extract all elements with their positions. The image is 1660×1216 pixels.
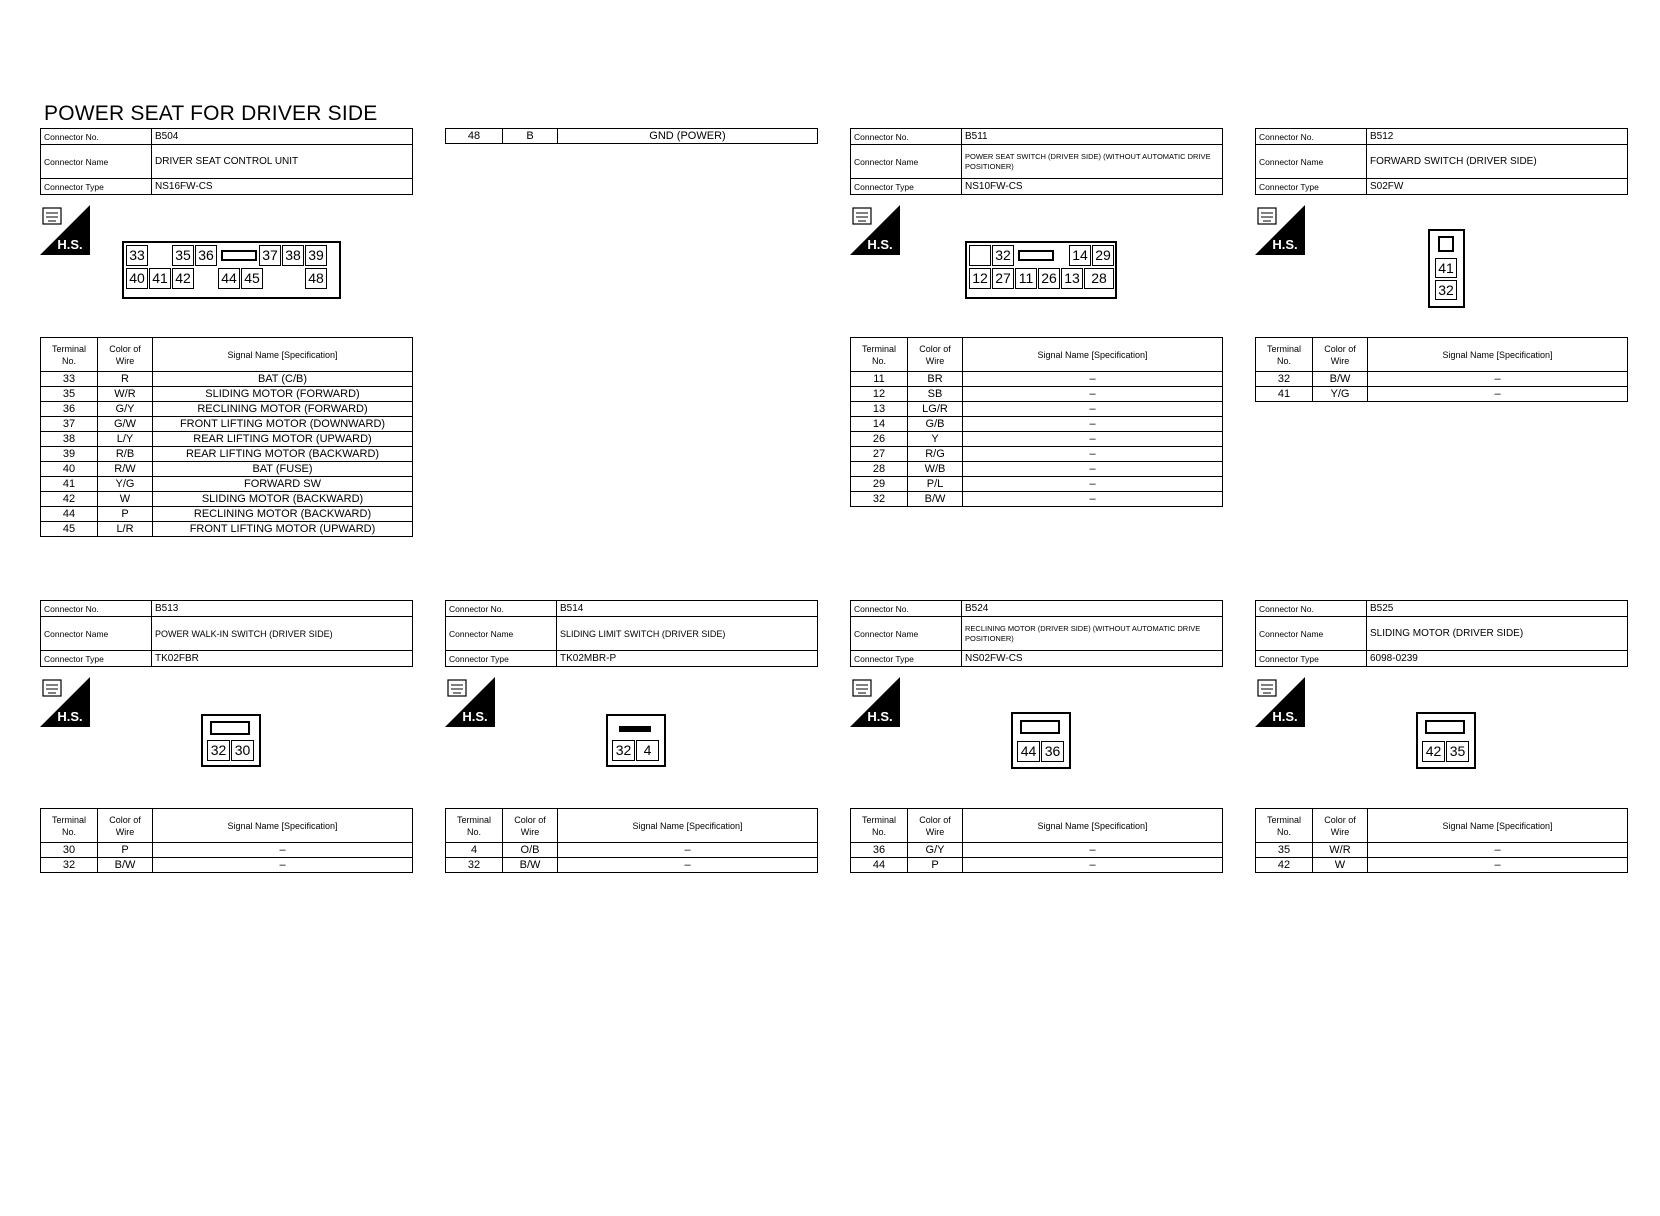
connector-pin: 33 — [126, 245, 148, 266]
terminal-table-b504-continued — [445, 128, 818, 144]
connector-type-value: TK02MBR-P — [557, 651, 818, 667]
connector-type-value: NS02FW-CS — [962, 651, 1223, 667]
signal-name-header: Signal Name [Specification] — [963, 809, 1223, 843]
signal-name: – — [558, 858, 818, 873]
connector-type-label: Connector Type — [1256, 651, 1367, 667]
terminal-row — [851, 447, 1223, 462]
signal-name: – — [963, 387, 1223, 402]
connector-name-value: SLIDING LIMIT SWITCH (DRIVER SIDE) — [557, 617, 818, 651]
connector-pin: 26 — [1038, 268, 1060, 289]
wire-color: P/L — [908, 477, 963, 492]
wire-color: G/Y — [908, 843, 963, 858]
connector-type-label: Connector Type — [1256, 179, 1367, 195]
signal-name: – — [963, 417, 1223, 432]
signal-name: – — [963, 372, 1223, 387]
terminal-row — [41, 522, 413, 537]
wire-color: P — [98, 843, 153, 858]
signal-name: REAR LIFTING MOTOR (BACKWARD) — [153, 447, 413, 462]
connector-pin: 32 — [207, 740, 230, 761]
connector-type-label: Connector Type — [851, 651, 962, 667]
signal-name: – — [963, 447, 1223, 462]
connector-pin: 45 — [241, 268, 263, 289]
connector-face-b514 — [606, 714, 666, 767]
terminal-no-header: Terminal No. — [41, 809, 98, 843]
connector-pin: 29 — [1092, 245, 1114, 266]
terminal-no-header: Terminal No. — [446, 809, 503, 843]
connector-type-label: Connector Type — [446, 651, 557, 667]
connector-pin: 38 — [282, 245, 304, 266]
wire-color: L/R — [98, 522, 153, 537]
terminal-row — [1256, 843, 1628, 858]
harness-side-mark: H.S. — [867, 709, 893, 724]
connector-name-label: Connector Name — [1256, 617, 1367, 651]
connector-pin: 41 — [1435, 258, 1457, 278]
terminal-row — [41, 507, 413, 522]
connector-name-label: Connector Name — [851, 145, 962, 179]
terminal-row — [41, 492, 413, 507]
page-title: POWER SEAT FOR DRIVER SIDE — [44, 102, 378, 125]
signal-name: SLIDING MOTOR (FORWARD) — [153, 387, 413, 402]
wire-color-header: Color of Wire — [1313, 809, 1368, 843]
terminal-table-b513 — [40, 808, 413, 873]
signal-name: – — [558, 843, 818, 858]
signal-name: FORWARD SW — [153, 477, 413, 492]
connector-no-label: Connector No. — [851, 601, 962, 617]
connector-no-value: B512 — [1367, 129, 1628, 145]
wire-color: Y — [908, 432, 963, 447]
terminal-no: 44 — [41, 507, 98, 522]
wire-color: R — [98, 372, 153, 387]
harness-side-icon — [1255, 677, 1305, 727]
connector-pin: 27 — [992, 268, 1014, 289]
connector-info-b513 — [40, 600, 413, 667]
signal-name-header: Signal Name [Specification] — [558, 809, 818, 843]
terminal-no: 32 — [1256, 372, 1313, 387]
wire-color: R/B — [98, 447, 153, 462]
harness-side-mark: H.S. — [867, 237, 893, 252]
connector-name-label: Connector Name — [41, 145, 152, 179]
connector-pin: 13 — [1061, 268, 1083, 289]
signal-name: – — [963, 477, 1223, 492]
wire-color-header: Color of Wire — [98, 809, 153, 843]
connector-name-label: Connector Name — [851, 617, 962, 651]
signal-name: – — [963, 432, 1223, 447]
connector-pin-empty — [195, 268, 217, 289]
terminal-no: 32 — [41, 858, 98, 873]
terminal-no-header: Terminal No. — [1256, 338, 1313, 372]
harness-side-mark: H.S. — [1272, 237, 1298, 252]
terminal-row — [41, 372, 413, 387]
terminal-no: 35 — [1256, 843, 1313, 858]
connector-type-value: S02FW — [1367, 179, 1628, 195]
terminal-table-b514 — [445, 808, 818, 873]
connector-info-b525 — [1255, 600, 1628, 667]
harness-side-icon — [850, 205, 900, 255]
terminal-row — [41, 417, 413, 432]
signal-name: – — [153, 858, 413, 873]
wire-color: SB — [908, 387, 963, 402]
connector-lock — [619, 726, 651, 732]
terminal-no: 35 — [41, 387, 98, 402]
connector-no-label: Connector No. — [1256, 129, 1367, 145]
wire-color: R/W — [98, 462, 153, 477]
connector-name-label: Connector Name — [41, 617, 152, 651]
wire-color: G/W — [98, 417, 153, 432]
connector-no-label: Connector No. — [446, 601, 557, 617]
signal-name-header: Signal Name [Specification] — [153, 338, 413, 372]
connector-face-b512 — [1428, 229, 1465, 308]
wire-color-header: Color of Wire — [908, 338, 963, 372]
signal-name: – — [963, 492, 1223, 507]
terminal-row — [851, 372, 1223, 387]
terminal-row — [41, 477, 413, 492]
terminal-no: 14 — [851, 417, 908, 432]
terminal-row — [41, 387, 413, 402]
connector-pin: 42 — [1422, 741, 1445, 762]
wire-color: W — [98, 492, 153, 507]
connector-pin: 40 — [126, 268, 148, 289]
terminal-row — [851, 492, 1223, 507]
wire-color: BR — [908, 372, 963, 387]
connector-no-value: B514 — [557, 601, 818, 617]
connector-type-value: NS16FW-CS — [152, 179, 413, 195]
terminal-no: 32 — [851, 492, 908, 507]
terminal-no-header: Terminal No. — [851, 338, 908, 372]
terminal-no: 41 — [41, 477, 98, 492]
terminal-no: 40 — [41, 462, 98, 477]
terminal-no: 39 — [41, 447, 98, 462]
terminal-row — [851, 462, 1223, 477]
signal-name-header: Signal Name [Specification] — [963, 338, 1223, 372]
terminal-row — [851, 432, 1223, 447]
wire-color-header: Color of Wire — [98, 338, 153, 372]
connector-face-b525 — [1416, 712, 1476, 769]
wire-color: Y/G — [98, 477, 153, 492]
harness-side-mark: H.S. — [57, 237, 83, 252]
connector-pin: 36 — [1041, 741, 1064, 762]
terminal-no: 45 — [41, 522, 98, 537]
wire-color: B/W — [503, 858, 558, 873]
connector-pin: 41 — [149, 268, 171, 289]
terminal-no: 44 — [851, 858, 908, 873]
wire-color-header: Color of Wire — [908, 809, 963, 843]
connector-pin: 11 — [1015, 268, 1037, 289]
connector-name-value: RECLINING MOTOR (DRIVER SIDE) (WITHOUT AUTOMATIC DRIVE POSITIONER) — [962, 617, 1223, 651]
connector-pin: 44 — [1017, 741, 1040, 762]
terminal-row — [41, 402, 413, 417]
wire-color-header: Color of Wire — [503, 809, 558, 843]
terminal-no: 37 — [41, 417, 98, 432]
terminal-table-b525 — [1255, 808, 1628, 873]
terminal-no: 12 — [851, 387, 908, 402]
connector-pin: 39 — [305, 245, 327, 266]
terminal-no: 42 — [41, 492, 98, 507]
connector-lock — [1018, 250, 1054, 261]
terminal-row — [1256, 372, 1628, 387]
terminal-row — [41, 843, 413, 858]
connector-info-b524 — [850, 600, 1223, 667]
terminal-no: 30 — [41, 843, 98, 858]
connector-name-value: POWER SEAT SWITCH (DRIVER SIDE) (WITHOUT AUTOMATIC DRIVE POSITIONER) — [962, 145, 1223, 179]
connector-lock — [210, 721, 250, 735]
connector-name-label: Connector Name — [446, 617, 557, 651]
terminal-row — [851, 417, 1223, 432]
connector-face-b524 — [1011, 712, 1071, 769]
connector-lock — [1425, 720, 1465, 734]
harness-side-icon — [1255, 205, 1305, 255]
terminal-no: 13 — [851, 402, 908, 417]
harness-side-mark: H.S. — [462, 709, 488, 724]
terminal-row — [446, 843, 818, 858]
connector-pin: 32 — [992, 245, 1014, 266]
terminal-no: 32 — [446, 858, 503, 873]
terminal-no: 42 — [1256, 858, 1313, 873]
connector-face-b504 — [122, 241, 341, 299]
terminal-no: 11 — [851, 372, 908, 387]
connector-pin: 30 — [231, 740, 254, 761]
terminal-row — [851, 387, 1223, 402]
connector-no-value: B525 — [1367, 601, 1628, 617]
connector-pin-empty — [149, 245, 171, 266]
signal-name: BAT (FUSE) — [153, 462, 413, 477]
wire-color: L/Y — [98, 432, 153, 447]
connector-pin: 37 — [259, 245, 281, 266]
terminal-no: 26 — [851, 432, 908, 447]
connector-type-label: Connector Type — [41, 651, 152, 667]
signal-name: GND (POWER) — [558, 129, 818, 144]
terminal-no: 36 — [41, 402, 98, 417]
harness-side-icon — [40, 677, 90, 727]
connector-pin: 35 — [172, 245, 194, 266]
terminal-no-header: Terminal No. — [1256, 809, 1313, 843]
terminal-no: 41 — [1256, 387, 1313, 402]
connector-lock-slot — [218, 245, 258, 266]
connector-type-value: TK02FBR — [152, 651, 413, 667]
signal-name: – — [153, 843, 413, 858]
connector-lock — [1020, 720, 1060, 734]
connector-name-value: POWER WALK-IN SWITCH (DRIVER SIDE) — [152, 617, 413, 651]
terminal-row — [446, 858, 818, 873]
connector-type-label: Connector Type — [851, 179, 962, 195]
connector-no-value: B524 — [962, 601, 1223, 617]
connector-info-b504 — [40, 128, 413, 195]
wire-color: R/G — [908, 447, 963, 462]
terminal-table-b512 — [1255, 337, 1628, 402]
connector-pin: 42 — [172, 268, 194, 289]
terminal-no: 28 — [851, 462, 908, 477]
terminal-no: 4 — [446, 843, 503, 858]
terminal-no: 27 — [851, 447, 908, 462]
signal-name: – — [963, 402, 1223, 417]
wire-color: W — [1313, 858, 1368, 873]
harness-side-mark: H.S. — [1272, 709, 1298, 724]
terminal-row — [41, 447, 413, 462]
connector-pin: 32 — [1435, 280, 1457, 300]
connector-lock — [1438, 236, 1454, 252]
connector-pin: 28 — [1084, 268, 1114, 289]
signal-name: – — [1368, 372, 1628, 387]
connector-pin: 14 — [1069, 245, 1091, 266]
harness-side-icon — [40, 205, 90, 255]
connector-pin: 32 — [612, 740, 635, 761]
signal-name: – — [1368, 858, 1628, 873]
signal-name: SLIDING MOTOR (BACKWARD) — [153, 492, 413, 507]
harness-side-icon — [445, 677, 495, 727]
connector-info-b511 — [850, 128, 1223, 195]
connector-face-b513 — [201, 714, 261, 767]
signal-name: – — [963, 858, 1223, 873]
terminal-table-b524 — [850, 808, 1223, 873]
terminal-row — [41, 462, 413, 477]
connector-pin: 36 — [195, 245, 217, 266]
wire-color: G/Y — [98, 402, 153, 417]
signal-name: RECLINING MOTOR (FORWARD) — [153, 402, 413, 417]
signal-name: FRONT LIFTING MOTOR (DOWNWARD) — [153, 417, 413, 432]
wire-color: W/R — [98, 387, 153, 402]
terminal-table-b511 — [850, 337, 1223, 507]
wire-color: P — [908, 858, 963, 873]
terminal-row — [1256, 858, 1628, 873]
connector-pin: 12 — [969, 268, 991, 289]
connector-lock — [221, 250, 257, 261]
terminal-row — [851, 402, 1223, 417]
signal-name: – — [963, 462, 1223, 477]
connector-face-b511 — [965, 241, 1117, 299]
harness-side-icon — [850, 677, 900, 727]
connector-pin: 44 — [218, 268, 240, 289]
terminal-no-header: Terminal No. — [41, 338, 98, 372]
connector-no-label: Connector No. — [41, 129, 152, 145]
connector-pin-empty — [969, 245, 991, 266]
signal-name: RECLINING MOTOR (BACKWARD) — [153, 507, 413, 522]
wire-color: G/B — [908, 417, 963, 432]
connector-type-value: NS10FW-CS — [962, 179, 1223, 195]
terminal-table-b504 — [40, 337, 413, 537]
terminal-no: 29 — [851, 477, 908, 492]
signal-name: – — [1368, 843, 1628, 858]
harness-side-mark: H.S. — [57, 709, 83, 724]
connector-info-b514 — [445, 600, 818, 667]
terminal-row — [41, 432, 413, 447]
signal-name-header: Signal Name [Specification] — [1368, 338, 1628, 372]
wire-color: W/B — [908, 462, 963, 477]
signal-name: – — [963, 843, 1223, 858]
connector-no-value: B504 — [152, 129, 413, 145]
terminal-no-header: Terminal No. — [851, 809, 908, 843]
wire-color: W/R — [1313, 843, 1368, 858]
connector-pin: 48 — [305, 268, 327, 289]
wire-color: B — [503, 129, 558, 144]
connector-info-b512 — [1255, 128, 1628, 195]
wire-color: O/B — [503, 843, 558, 858]
signal-name: FRONT LIFTING MOTOR (UPWARD) — [153, 522, 413, 537]
wire-color: B/W — [98, 858, 153, 873]
terminal-row — [851, 843, 1223, 858]
terminal-row — [851, 858, 1223, 873]
terminal-row — [851, 477, 1223, 492]
connector-name-label: Connector Name — [1256, 145, 1367, 179]
connector-pin-empty — [264, 268, 286, 289]
connector-no-value: B513 — [152, 601, 413, 617]
wire-color: P — [98, 507, 153, 522]
wire-color: Y/G — [1313, 387, 1368, 402]
terminal-no: 36 — [851, 843, 908, 858]
connector-pin: 4 — [636, 740, 659, 761]
connector-no-label: Connector No. — [41, 601, 152, 617]
connector-pin: 35 — [1446, 741, 1469, 762]
connector-name-value: SLIDING MOTOR (DRIVER SIDE) — [1367, 617, 1628, 651]
wire-color: LG/R — [908, 402, 963, 417]
signal-name: BAT (C/B) — [153, 372, 413, 387]
connector-no-label: Connector No. — [851, 129, 962, 145]
connector-no-label: Connector No. — [1256, 601, 1367, 617]
terminal-no: 33 — [41, 372, 98, 387]
terminal-no: 48 — [446, 129, 503, 144]
connector-lock-slot — [1015, 245, 1055, 266]
terminal-row — [1256, 387, 1628, 402]
terminal-row — [41, 858, 413, 873]
connector-type-value: 6098-0239 — [1367, 651, 1628, 667]
connector-type-label: Connector Type — [41, 179, 152, 195]
terminal-no: 38 — [41, 432, 98, 447]
connector-name-value: DRIVER SEAT CONTROL UNIT — [152, 145, 413, 179]
signal-name-header: Signal Name [Specification] — [153, 809, 413, 843]
signal-name: – — [1368, 387, 1628, 402]
connector-name-value: FORWARD SWITCH (DRIVER SIDE) — [1367, 145, 1628, 179]
connector-no-value: B511 — [962, 129, 1223, 145]
wire-color: B/W — [1313, 372, 1368, 387]
signal-name-header: Signal Name [Specification] — [1368, 809, 1628, 843]
wire-color: B/W — [908, 492, 963, 507]
signal-name: REAR LIFTING MOTOR (UPWARD) — [153, 432, 413, 447]
wire-color-header: Color of Wire — [1313, 338, 1368, 372]
